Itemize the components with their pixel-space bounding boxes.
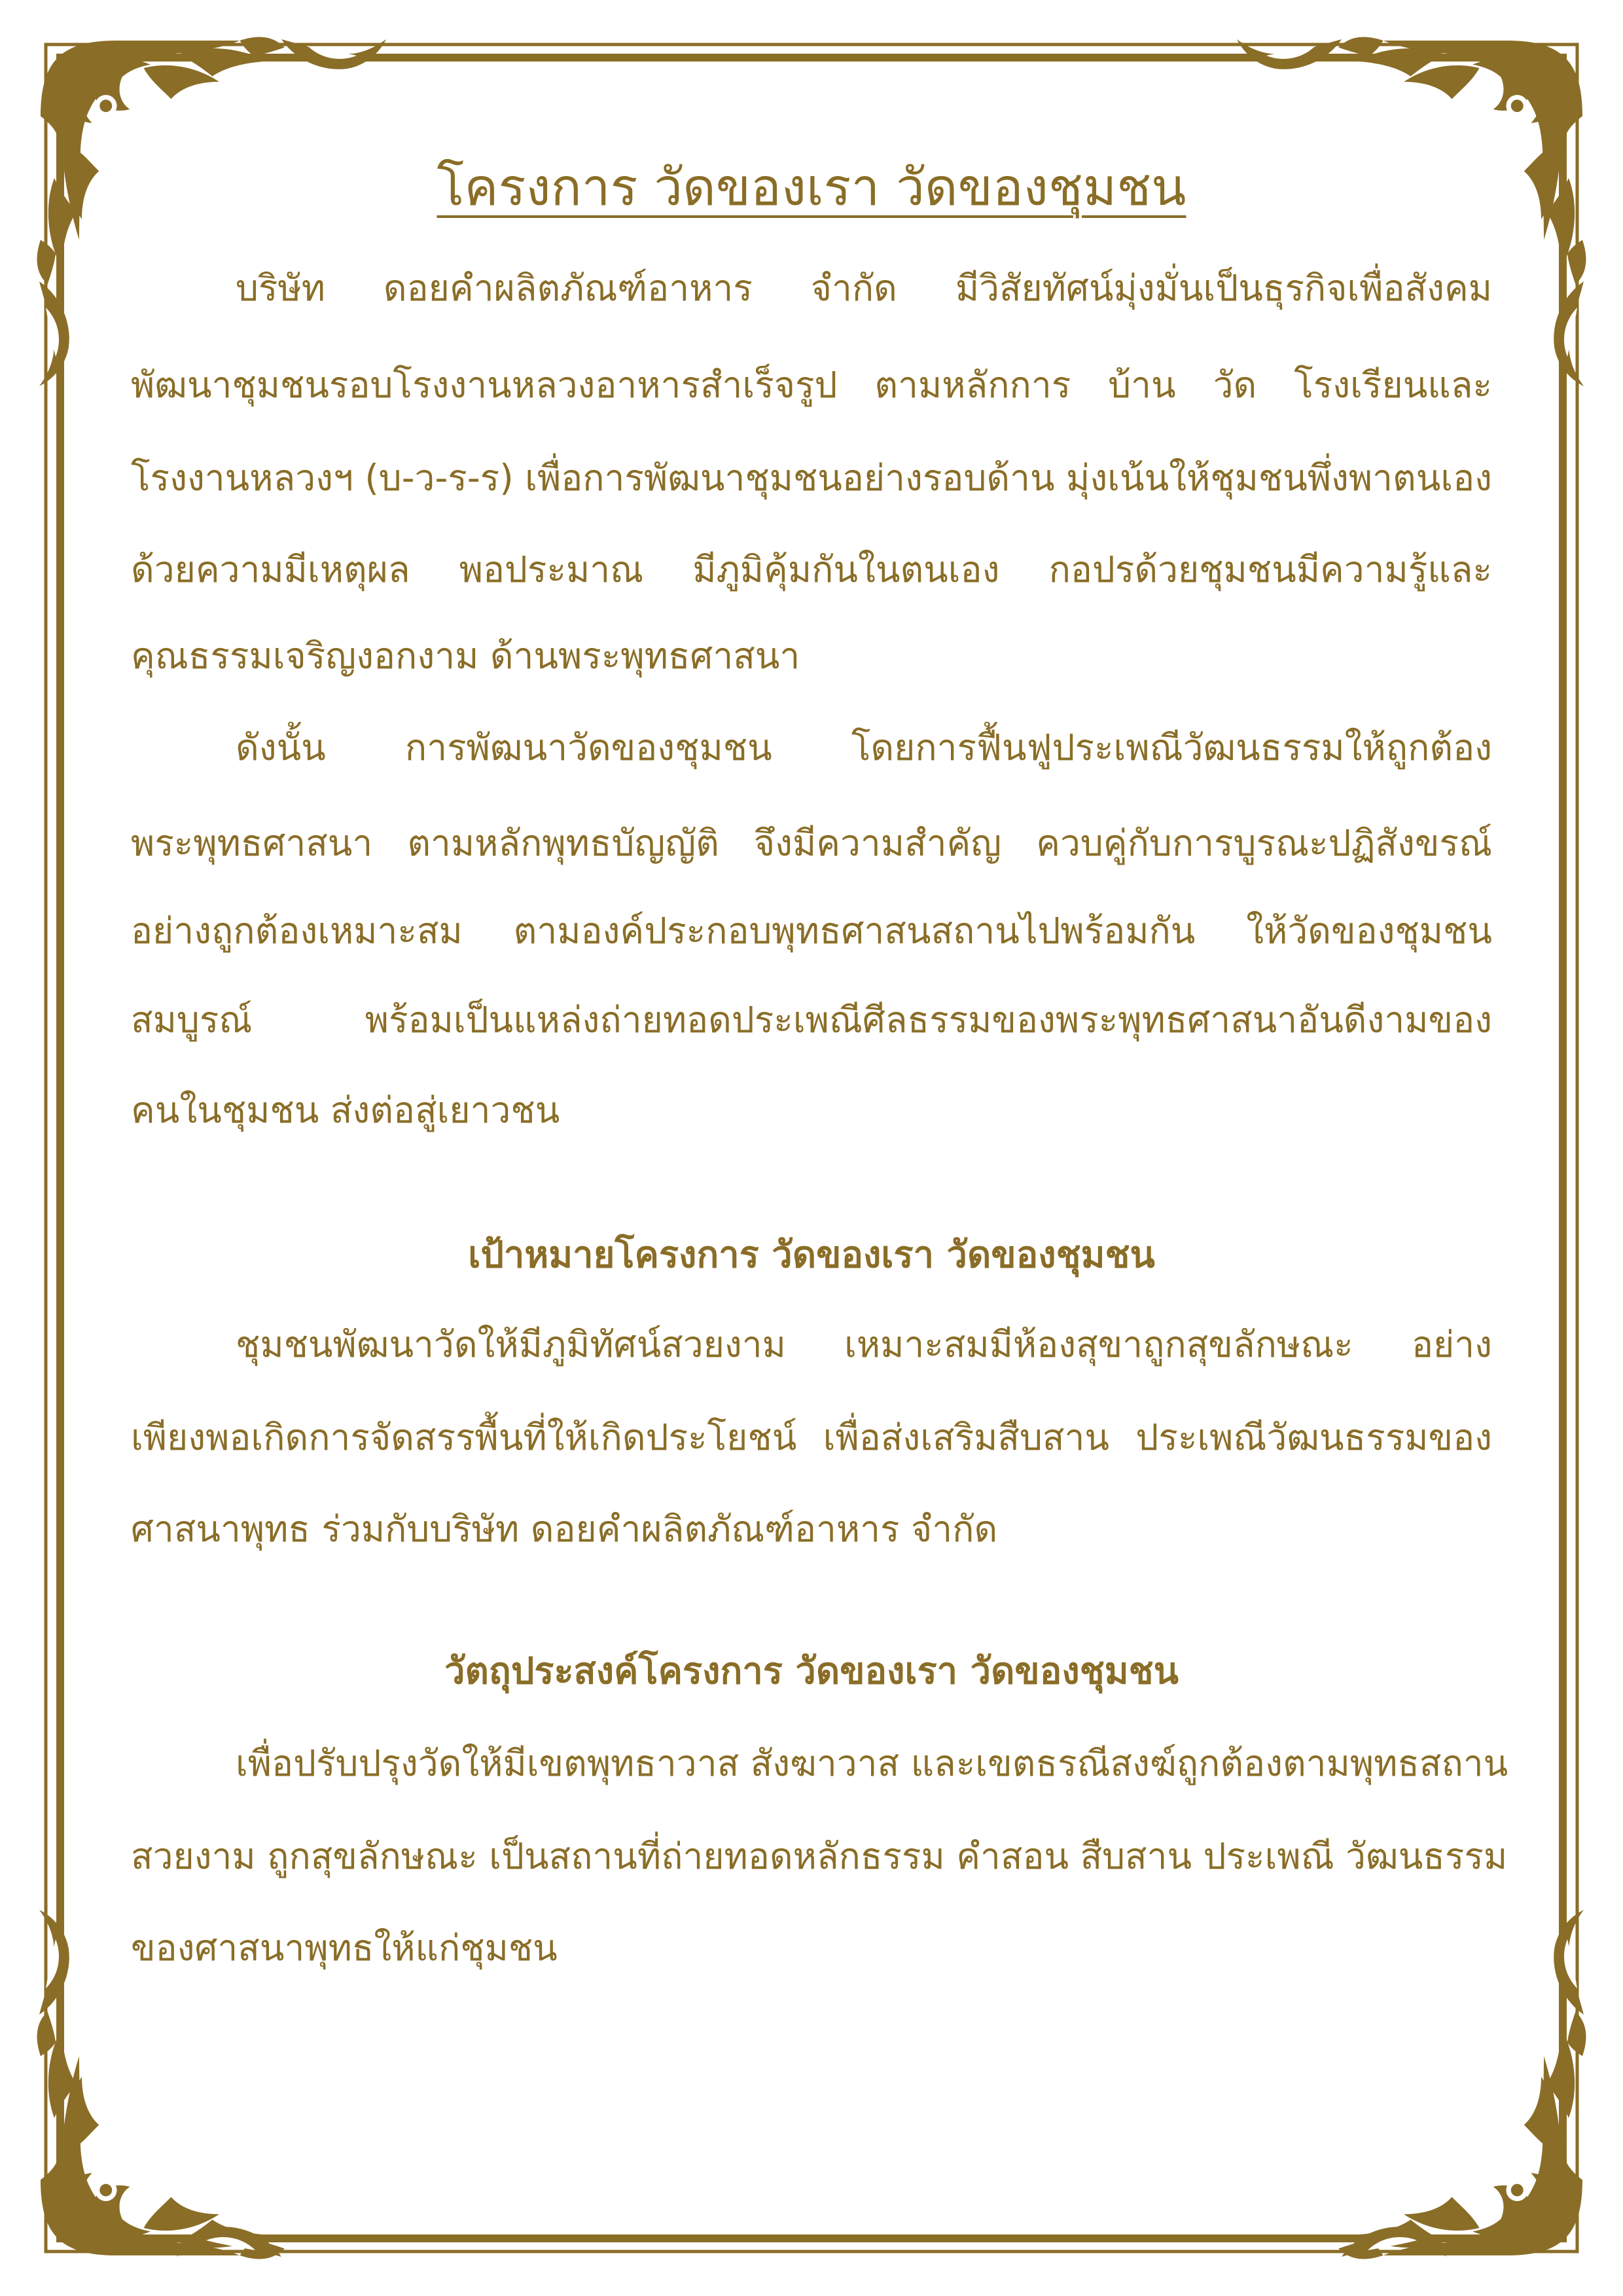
goal-heading: เป้าหมายโครงการ วัดของเรา วัดของชุมชน bbox=[468, 1234, 1155, 1276]
paragraph2-line-2: พระพุทธศาสนา ตามหลักพุทธบัญญัติ จึงมีความสำคัญ ควบคู่กับการบูรณะปฏิสังขรณ์ bbox=[131, 822, 1492, 864]
paragraph2-line-5: คนในชุมชน ส่งต่อสู่เยาวชน bbox=[131, 1089, 560, 1131]
paragraph2-line-3: อย่างถูกต้องเหมาะสม ตามองค์ประกอบพุทธศาสนสถานไปพร้อมกัน ให้วัดของชุมชน bbox=[131, 910, 1492, 952]
paragraph2-line-1: ดังนั้น การพัฒนาวัดของชุมชน โดยการฟื้นฟูประเพณีวัฒนธรรมให้ถูกต้อง bbox=[236, 726, 1492, 768]
goal-line-3: ศาสนาพุทธ ร่วมกับบริษัท ดอยคำผลิตภัณฑ์อาหาร จำกัด bbox=[131, 1508, 998, 1550]
objective-heading: วัตถุประสงค์โครงการ วัดของเรา วัดของชุมชน bbox=[444, 1650, 1179, 1693]
intro-line-3: โรงงานหลวงฯ (บ-ว-ร-ร) เพื่อการพัฒนาชุมชนอย่างรอบด้าน มุ่งเน้นให้ชุมชนพึ่งพาตนเอง bbox=[131, 457, 1493, 499]
intro-line-5: คุณธรรมเจริญงอกงาม ด้านพระพุทธศาสนา bbox=[131, 635, 800, 677]
goal-line-2: เพียงพอเกิดการจัดสรรพื้นที่ให้เกิดประโยชน์ เพื่อส่งเสริมสืบสาน ประเพณีวัฒนธรรมของ bbox=[131, 1416, 1492, 1458]
objective-line-2: สวยงาม ถูกสุขลักษณะ เป็นสถานที่ถ่ายทอดหลักธรรม คำสอน สืบสาน ประเพณี วัฒนธรรม bbox=[131, 1835, 1508, 1877]
intro-line-4: ด้วยความมีเหตุผล พอประมาณ มีภูมิคุ้มกันในตนเอง กอปรด้วยชุมชนมีความรู้และ bbox=[131, 548, 1492, 590]
goal-line-1: ชุมชนพัฒนาวัดให้มีภูมิทัศน์สวยงาม เหมาะสมมีห้องสุขาถูกสุขลักษณะ อย่าง bbox=[236, 1323, 1492, 1365]
objective-line-1: เพื่อปรับปรุงวัดให้มีเขตพุทธาวาส สังฆาวาส และเขตธรณีสงฆ์ถูกต้องตามพุทธสถาน bbox=[236, 1742, 1508, 1784]
paragraph2-line-4: สมบูรณ์ พร้อมเป็นแหล่งถ่ายทอดประเพณีศีลธรรมของพระพุทธศาสนาอันดีงามของ bbox=[131, 999, 1492, 1041]
intro-line-2: พัฒนาชุมชนรอบโรงงานหลวงอาหารสำเร็จรูป ตามหลักการ บ้าน วัด โรงเรียนและ bbox=[131, 364, 1492, 406]
objective-line-3: ของศาสนาพุทธให้แก่ชุมชน bbox=[131, 1927, 558, 1969]
page-title: โครงการ วัดของเรา วัดของชุมชน bbox=[437, 158, 1186, 217]
intro-line-1: บริษัท ดอยคำผลิตภัณฑ์อาหาร จำกัด มีวิสัยทัศน์มุ่งมั่นเป็นธุรกิจเพื่อสังคม bbox=[236, 267, 1492, 309]
